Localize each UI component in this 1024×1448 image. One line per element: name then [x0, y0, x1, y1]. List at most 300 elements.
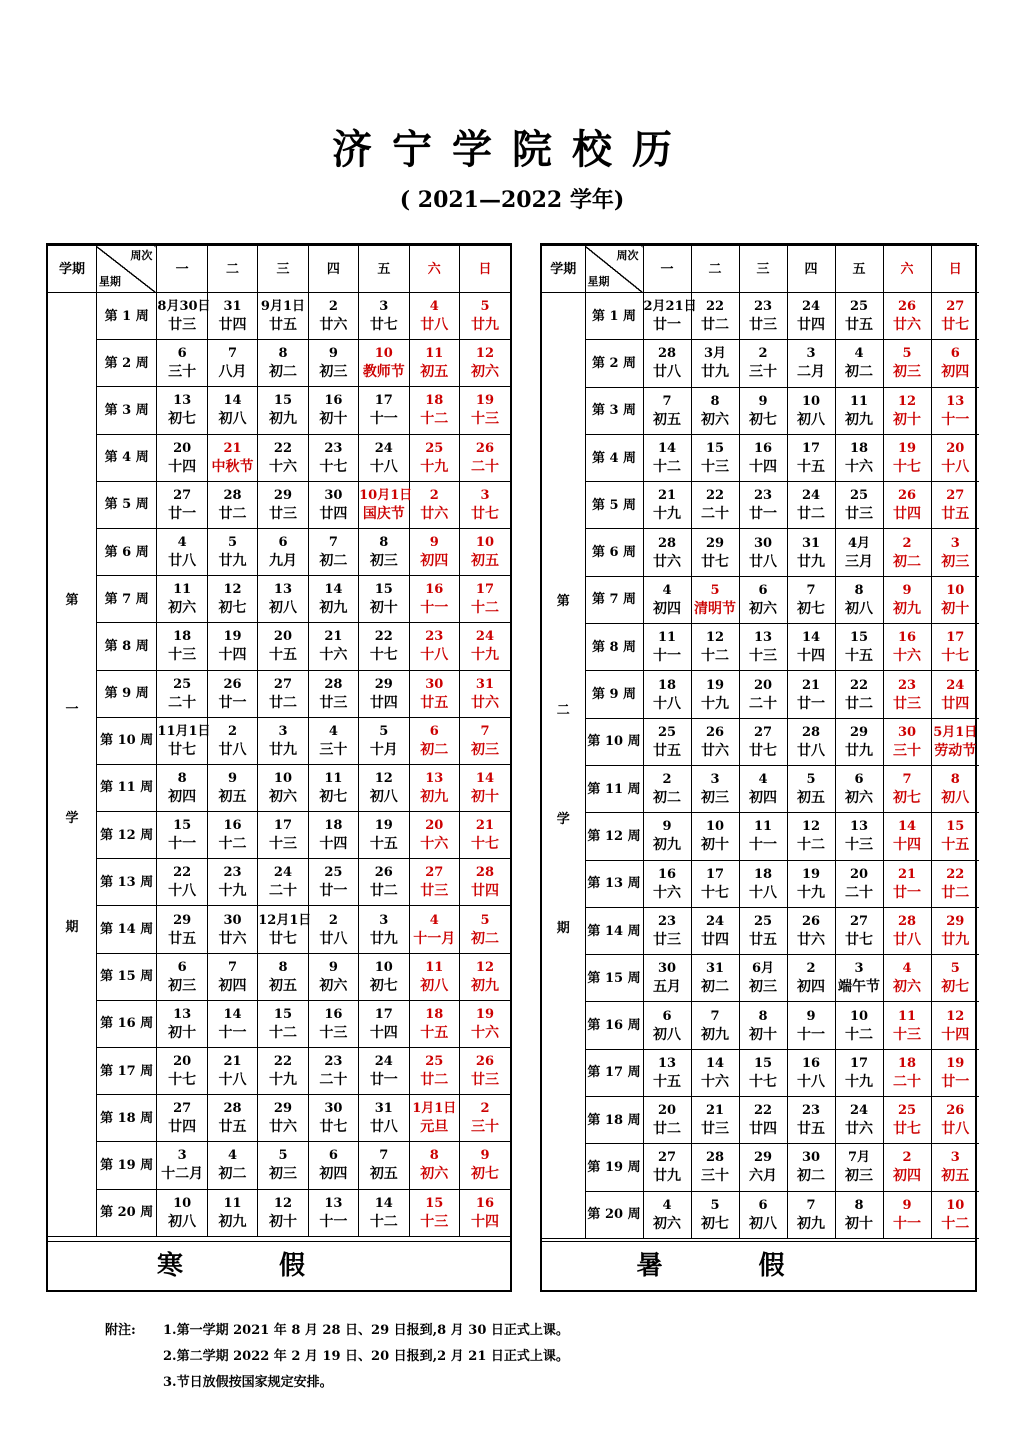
day-cell	[931, 907, 979, 954]
lunar-date: 三十	[168, 364, 197, 381]
lunar-date: 二十	[470, 458, 499, 475]
date-number: 29	[173, 912, 192, 928]
week-row	[48, 953, 510, 1000]
date-number: 3	[278, 723, 288, 739]
lunar-date: 廿四	[369, 694, 398, 711]
date-number: 24	[705, 914, 725, 929]
date-number: 7月	[847, 1150, 871, 1166]
lunar-date: 廿二	[653, 1121, 681, 1138]
day-cell	[835, 955, 883, 1002]
day-cell	[643, 1144, 691, 1191]
date-number: 26	[897, 299, 917, 315]
lunar-date: 廿三	[701, 1121, 729, 1138]
lunar-date: 初四	[749, 790, 777, 807]
date-number: 20	[425, 818, 444, 834]
lunar-date: 廿四	[749, 1121, 777, 1138]
week-label: 第 1 周	[585, 293, 643, 340]
day-cell	[835, 529, 883, 576]
date-number: 10	[946, 582, 965, 598]
date-number: 29	[849, 724, 869, 740]
day-cell	[883, 1097, 931, 1144]
lunar-date: 端午节	[838, 979, 880, 996]
week-row	[48, 434, 510, 481]
date-number: 31	[801, 535, 821, 551]
day-cell	[359, 340, 409, 387]
day-cell	[409, 1095, 459, 1142]
day-cell	[207, 1189, 257, 1236]
lunar-date: 廿一	[893, 884, 921, 901]
semester-name-char: 期	[65, 920, 79, 936]
date-number: 23	[324, 440, 343, 456]
lunar-date: 十一	[941, 411, 970, 428]
week-label: 第 14 周	[585, 907, 643, 954]
date-number: 28	[223, 487, 242, 503]
day-cell	[739, 1144, 787, 1191]
date-number: 5	[806, 772, 816, 788]
week-label: 第 18 周	[585, 1097, 643, 1144]
lunar-date: 初六	[701, 411, 729, 428]
day-cell	[359, 434, 409, 481]
date-number: 28	[475, 865, 495, 881]
date-number: 13	[173, 1006, 192, 1022]
date-number: 19	[223, 629, 242, 645]
day-cell	[258, 670, 308, 717]
day-cell	[459, 293, 510, 340]
date-number: 31	[223, 299, 242, 315]
lunar-date: 初五	[369, 1166, 398, 1183]
date-number: 5	[379, 723, 389, 739]
lunar-date: 廿八	[168, 553, 197, 570]
date-number: 8	[379, 535, 389, 551]
lunar-date: 廿六	[797, 932, 825, 948]
day-cell	[643, 955, 691, 1002]
day-cell	[258, 481, 308, 528]
semester-name-char: 学	[65, 811, 79, 827]
date-number: 16	[657, 866, 677, 882]
lunar-date: 十六	[845, 459, 873, 476]
day-cell	[308, 670, 358, 717]
day-cell	[691, 576, 739, 623]
date-number: 25	[849, 299, 869, 315]
week-row	[542, 765, 979, 812]
day-cell	[308, 906, 358, 953]
lunar-date: 初九	[470, 977, 499, 994]
week-label: 第 4 周	[585, 434, 643, 481]
date-number: 21	[705, 1103, 725, 1119]
day-cell	[258, 1189, 308, 1236]
day-cell	[643, 576, 691, 623]
date-number: 26	[475, 440, 495, 456]
week-label: 第 3 周	[585, 387, 643, 434]
date-number: 23	[223, 865, 242, 881]
lunar-date: 十二	[845, 1026, 873, 1043]
weekday-header: 二	[691, 246, 739, 293]
day-cell	[157, 764, 207, 811]
date-number: 27	[425, 865, 444, 881]
date-number: 24	[801, 488, 821, 504]
lunar-date: 初二	[470, 930, 499, 947]
week-label: 第 15 周	[96, 953, 157, 1000]
lunar-date: 十七	[941, 648, 970, 665]
date-number: 3	[806, 346, 816, 362]
day-cell	[691, 293, 739, 340]
day-cell	[787, 482, 835, 529]
lunar-date: 廿一	[319, 883, 348, 900]
date-number: 6	[854, 772, 864, 788]
lunar-date: 初六	[420, 1166, 449, 1183]
lunar-date: 廿六	[653, 553, 681, 570]
day-cell	[459, 717, 510, 764]
lunar-date: 廿九	[797, 553, 825, 570]
day-cell	[409, 481, 459, 528]
day-cell	[643, 293, 697, 340]
lunar-date: 初三	[893, 364, 921, 381]
week-label: 第 2 周	[585, 340, 643, 387]
lunar-date: 廿六	[420, 505, 449, 522]
day-cell	[409, 859, 459, 906]
lunar-date: 廿三	[470, 1072, 499, 1089]
date-number: 11	[425, 959, 444, 975]
date-number: 8	[710, 393, 720, 409]
week-row	[542, 718, 979, 765]
day-cell	[157, 293, 211, 340]
date-number: 21	[897, 866, 917, 882]
day-cell	[359, 1048, 409, 1095]
day-cell	[308, 859, 358, 906]
weekday-header: 三	[739, 246, 787, 293]
week-label: 第 9 周	[96, 670, 157, 717]
day-cell	[459, 1048, 510, 1095]
notes-label: 附注:	[105, 1323, 136, 1338]
lunar-date: 十二	[797, 837, 825, 854]
day-cell	[643, 671, 691, 718]
day-cell	[835, 576, 883, 623]
lunar-date: 十六	[268, 458, 297, 475]
lunar-date: 廿六	[470, 694, 499, 711]
week-row	[542, 434, 979, 481]
day-cell	[207, 859, 257, 906]
lunar-date: 十八	[168, 883, 197, 900]
day-cell	[931, 576, 979, 623]
date-number: 8月30日	[157, 299, 211, 315]
lunar-date: 初二	[420, 741, 449, 758]
lunar-date: 三十	[749, 364, 777, 381]
lunar-date: 初五	[420, 364, 449, 381]
date-number: 15	[753, 1055, 773, 1071]
day-cell	[931, 1144, 979, 1191]
lunar-date: 二十	[749, 695, 777, 712]
date-number: 6	[177, 346, 187, 362]
date-number: 25	[173, 676, 192, 692]
day-cell	[931, 955, 979, 1002]
date-number: 7	[480, 723, 490, 739]
day-cell	[643, 1191, 691, 1238]
date-number: 3	[177, 1148, 187, 1164]
week-row	[48, 670, 510, 717]
lunar-date: 十五	[420, 1024, 449, 1041]
week-row	[542, 624, 979, 671]
date-number: 9	[328, 959, 338, 975]
day-cell	[157, 906, 207, 953]
lunar-date: 十六	[420, 836, 449, 853]
day-cell	[308, 1048, 358, 1095]
lunar-date: 廿九	[653, 1168, 681, 1185]
date-number: 30	[801, 1150, 821, 1166]
week-label: 第 20 周	[585, 1191, 643, 1238]
note-item: 3.节日放假按国家规定安排。	[163, 1375, 333, 1390]
lunar-date: 初二	[893, 553, 921, 570]
date-number: 19	[705, 677, 725, 693]
day-cell	[308, 528, 358, 575]
day-cell	[739, 860, 787, 907]
day-cell	[691, 1049, 739, 1096]
day-cell	[643, 765, 691, 812]
date-number: 30	[324, 487, 343, 503]
day-cell	[835, 765, 883, 812]
lunar-date: 十七	[701, 884, 729, 901]
day-cell	[459, 481, 510, 528]
day-cell	[883, 1191, 931, 1238]
date-number: 27	[173, 1101, 192, 1117]
date-number: 25	[657, 724, 677, 740]
date-number: 12	[801, 819, 821, 835]
date-number: 6	[177, 959, 187, 975]
lunar-date: 十七	[369, 647, 398, 664]
lunar-date: 教师节	[362, 364, 405, 381]
day-cell	[459, 528, 510, 575]
day-cell	[691, 718, 739, 765]
date-number: 2	[806, 961, 816, 977]
day-cell	[643, 1049, 691, 1096]
date-number: 11	[173, 582, 192, 598]
week-row	[542, 1144, 979, 1191]
lunar-date: 十九	[470, 647, 499, 664]
day-cell	[459, 953, 510, 1000]
day-cell	[883, 860, 931, 907]
notes	[105, 1318, 569, 1396]
day-cell	[739, 482, 787, 529]
lunar-date: 廿九	[470, 317, 499, 334]
lunar-date: 廿七	[941, 317, 970, 334]
day-cell	[691, 1097, 739, 1144]
lunar-date: 廿九	[268, 741, 297, 758]
lunar-date: 十三	[268, 836, 297, 853]
date-number: 3	[710, 772, 720, 788]
date-number: 11	[849, 393, 869, 409]
day-cell	[157, 1000, 207, 1047]
day-cell	[207, 481, 257, 528]
day-cell	[643, 624, 691, 671]
day-cell	[739, 1049, 787, 1096]
lunar-date: 十八	[941, 459, 970, 476]
lunar-date: 三十	[470, 1119, 499, 1136]
date-number: 26	[705, 724, 725, 740]
date-number: 22	[705, 299, 725, 315]
date-number: 14	[705, 1055, 725, 1071]
lunar-date: 廿五	[268, 317, 297, 334]
lunar-date: 十四	[893, 837, 921, 854]
date-number: 5	[950, 961, 960, 977]
day-cell	[643, 718, 691, 765]
date-number: 15	[849, 630, 869, 646]
week-label: 周次	[130, 249, 153, 262]
lunar-date: 廿六	[845, 1121, 873, 1138]
week-row	[48, 528, 510, 575]
date-number: 15	[946, 819, 965, 835]
day-cell	[643, 434, 691, 481]
day-cell	[409, 340, 459, 387]
lunar-date: 十四	[319, 836, 348, 853]
date-number: 3	[854, 961, 864, 977]
lunar-date: 廿九	[369, 930, 398, 947]
day-cell	[258, 1142, 308, 1189]
day-cell	[739, 624, 787, 671]
date-number: 16	[324, 393, 343, 409]
date-number: 23	[897, 677, 917, 693]
lunar-date: 初十	[369, 600, 398, 617]
lunar-date: 廿七	[319, 1119, 348, 1136]
lunar-date: 初七	[701, 1215, 729, 1232]
lunar-date: 初十	[893, 411, 921, 428]
lunar-date: 廿一	[218, 694, 247, 711]
date-number: 4	[758, 772, 768, 788]
day-cell	[409, 387, 459, 434]
lunar-date: 十二	[941, 1215, 970, 1232]
day-cell	[835, 1049, 883, 1096]
date-number: 22	[753, 1103, 773, 1119]
day-cell	[739, 1191, 787, 1238]
lunar-date: 二十	[701, 506, 729, 523]
lunar-date: 初六	[845, 790, 873, 807]
lunar-date: 廿三	[845, 506, 873, 523]
day-cell	[409, 434, 459, 481]
date-number: 19	[475, 393, 495, 409]
date-number: 17	[475, 582, 495, 598]
date-number: 30	[897, 724, 917, 740]
lunar-date: 初七	[749, 411, 777, 428]
date-number: 6	[328, 1148, 338, 1164]
lunar-date: 元旦	[420, 1119, 449, 1136]
day-cell	[787, 671, 835, 718]
date-number: 9	[662, 819, 672, 835]
lunar-date: 三月	[845, 553, 873, 570]
lunar-date: 十八	[653, 695, 681, 712]
day-cell	[409, 1000, 459, 1047]
day-cell	[157, 953, 207, 1000]
date-number: 29	[374, 676, 393, 692]
day-cell	[931, 765, 979, 812]
week-label: 第 6 周	[585, 529, 643, 576]
date-number: 23	[753, 299, 773, 315]
day-cell	[883, 340, 931, 387]
lunar-date: 十三	[470, 411, 499, 428]
lunar-date: 初九	[893, 600, 921, 617]
lunar-date: 初八	[653, 1026, 681, 1043]
date-number: 11	[324, 770, 343, 786]
day-cell	[835, 860, 883, 907]
day-cell	[883, 813, 931, 860]
lunar-date: 初三	[749, 979, 777, 996]
day-cell	[157, 387, 207, 434]
day-cell	[207, 764, 257, 811]
day-cell	[359, 859, 409, 906]
date-number: 21	[475, 818, 495, 834]
lunar-date: 廿九	[218, 553, 247, 570]
day-cell	[409, 1048, 459, 1095]
day-cell	[258, 340, 308, 387]
day-cell	[787, 907, 835, 954]
date-number: 22	[273, 1054, 293, 1070]
date-number: 18	[753, 866, 773, 882]
date-number: 18	[324, 818, 343, 834]
weekday-header: 三	[258, 246, 308, 293]
lunar-date: 初八	[218, 411, 247, 428]
lunar-date: 十五	[268, 647, 297, 664]
day-cell	[409, 623, 459, 670]
day-cell	[643, 813, 691, 860]
date-number: 28	[801, 724, 821, 740]
day-cell	[207, 953, 257, 1000]
date-number: 10	[705, 819, 725, 835]
day-cell	[308, 387, 358, 434]
lunar-date: 廿四	[319, 505, 348, 522]
date-number: 4	[429, 912, 439, 928]
lunar-date: 廿二	[420, 1072, 449, 1089]
lunar-date: 廿九	[701, 364, 729, 381]
lunar-date: 八月	[218, 364, 247, 381]
day-cell	[931, 482, 979, 529]
lunar-date: 廿八	[369, 1119, 398, 1136]
date-number: 2	[662, 772, 672, 788]
date-number: 28	[223, 1101, 242, 1117]
day-cell	[258, 812, 308, 859]
lunar-date: 初六	[653, 1215, 681, 1232]
day-cell	[691, 529, 739, 576]
day-cell	[835, 718, 883, 765]
lunar-date: 廿九	[941, 932, 970, 948]
day-cell	[359, 953, 409, 1000]
day-cell	[258, 717, 308, 764]
date-number: 18	[897, 1055, 917, 1071]
date-number: 24	[849, 1103, 869, 1119]
date-number: 8	[854, 1197, 864, 1213]
date-number: 11	[223, 1195, 242, 1211]
day-cell	[931, 293, 979, 340]
date-number: 15	[705, 441, 725, 457]
week-label: 第 10 周	[585, 718, 643, 765]
day-cell	[157, 481, 207, 528]
day-cell	[835, 1144, 883, 1191]
lunar-date: 廿四	[701, 932, 729, 948]
day-cell	[207, 906, 257, 953]
day-cell	[157, 670, 207, 717]
lunar-date: 初四	[893, 1168, 921, 1185]
day-cell	[787, 576, 835, 623]
date-number: 24	[946, 677, 965, 693]
date-number: 28	[705, 1150, 725, 1166]
date-number: 26	[223, 676, 242, 692]
date-number: 28	[657, 346, 677, 362]
date-number: 27	[753, 724, 773, 740]
date-number: 29	[273, 487, 293, 503]
date-number: 6	[429, 723, 439, 739]
lunar-date: 初十	[845, 1215, 873, 1232]
lunar-date: 十九	[653, 506, 681, 523]
day-cell	[739, 813, 787, 860]
lunar-date: 初九	[420, 788, 449, 805]
date-number: 2	[228, 723, 238, 739]
date-number: 20	[273, 629, 293, 645]
